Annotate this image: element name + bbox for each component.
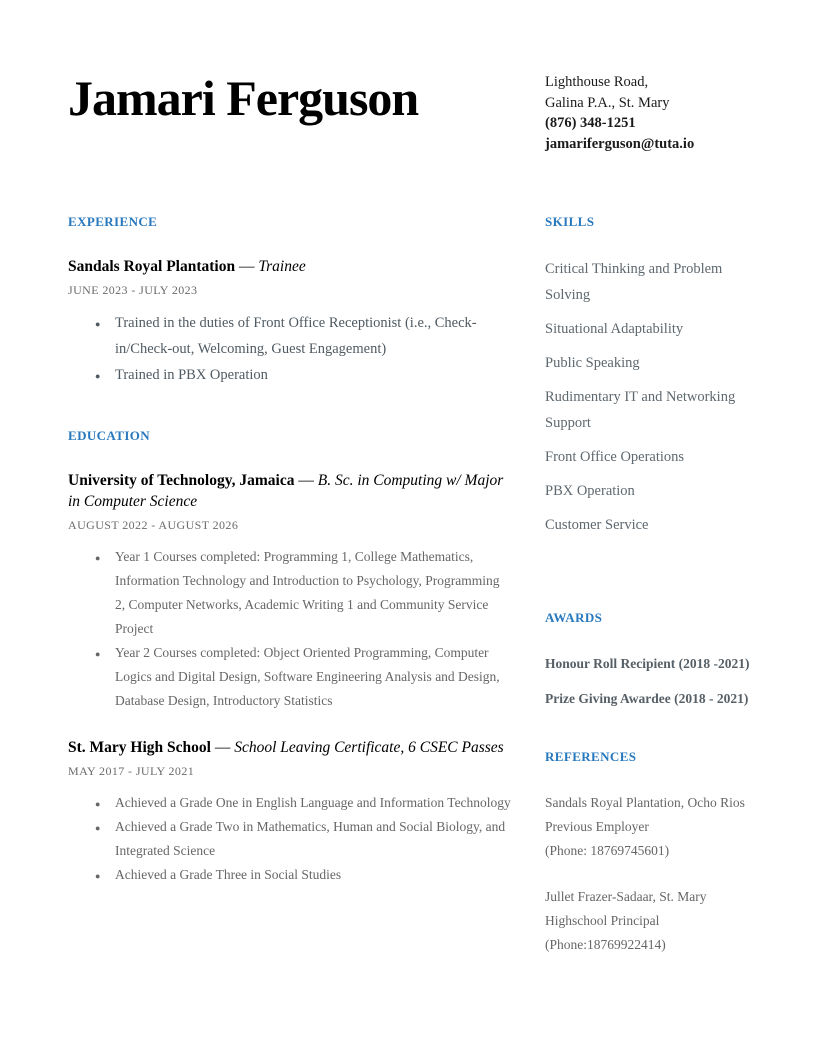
reference-relation: Previous Employer	[545, 819, 649, 835]
contact-block	[545, 72, 765, 154]
reference-relation: Highschool Principal	[545, 913, 660, 929]
experience-section-title: EXPERIENCE	[68, 214, 158, 230]
reference-phone: (Phone: 18769745601)	[545, 843, 670, 859]
education-bullet: ● Achieved a Grade Three in Social Studies	[95, 863, 512, 887]
education-entry-heading	[68, 737, 512, 758]
education-degree: B. Sc. in Computing w/ Major in Computer Science	[68, 472, 504, 511]
skill-item: Critical Thinking and Problem Solving	[545, 261, 723, 304]
heading-separator: —	[238, 258, 255, 276]
references-section-title: REFERENCES	[545, 749, 637, 765]
person-name: Jamari Ferguson	[68, 70, 419, 126]
right-column	[545, 214, 765, 979]
education-school: University of Technology, Jamaica	[68, 472, 295, 490]
reference-name: Sandals Royal Plantation, Ocho Rios	[545, 795, 745, 811]
education-bullet: ● Year 2 Courses completed: Object Oriented Programming, Computer Logics and Digital Design, Software Engineering Analysis and Design, Database Design, Introductory Statistics	[95, 641, 512, 713]
skills-section	[545, 214, 765, 538]
education-bullet: ● Achieved a Grade Two in Mathematics, Human and Social Biology, and Integrated Science	[95, 815, 512, 863]
references-section	[545, 749, 765, 957]
award-item: Honour Roll Recipient (2018 -2021)	[545, 656, 750, 672]
education-section-title: EDUCATION	[68, 428, 151, 444]
experience-bullet: ● Trained in the duties of Front Office Receptionist (i.e., Check-in/Check-out, Welcoming, Guest Engagement)	[95, 310, 512, 362]
education-dates: MAY 2017 - JULY 2021	[68, 764, 195, 779]
skill-item: Situational Adaptability	[545, 321, 684, 338]
education-section	[68, 428, 512, 887]
contact-email: jamariferguson@tuta.io	[545, 135, 695, 152]
heading-separator: —	[298, 472, 314, 490]
experience-company: Sandals Royal Plantation	[68, 258, 236, 276]
reference-name: Jullet Frazer-Sadaar, St. Mary	[545, 889, 707, 905]
education-entry-university	[68, 470, 512, 713]
experience-section	[68, 214, 512, 388]
awards-section	[545, 610, 765, 711]
skill-item: Front Office Operations	[545, 449, 685, 466]
heading-separator: —	[214, 739, 231, 757]
skills-section-title: SKILLS	[545, 214, 595, 230]
skill-item: Public Speaking	[545, 355, 640, 372]
awards-section-title: AWARDS	[545, 610, 603, 626]
experience-dates: JUNE 2023 - JULY 2023	[68, 283, 198, 298]
experience-entry-heading	[68, 256, 512, 277]
skill-item: PBX Operation	[545, 483, 635, 500]
education-bullet-list	[68, 791, 512, 887]
award-item: Prize Giving Awardee (2018 - 2021)	[545, 690, 749, 706]
contact-address-line1: Lighthouse Road,	[545, 74, 649, 90]
experience-bullet-list	[68, 310, 512, 388]
experience-entry	[68, 256, 512, 388]
education-entry-highschool	[68, 737, 512, 887]
experience-bullet: ● Trained in PBX Operation	[95, 362, 512, 388]
skill-item: Customer Service	[545, 517, 649, 534]
reference-item	[545, 791, 765, 863]
education-bullet: ● Year 1 Courses completed: Programming 1, College Mathematics, Information Technology and Introduction to Psychology, Programming 2, Computer Networks, Academic Writing 1 and Community Service Project	[95, 545, 512, 641]
education-bullet: ● Achieved a Grade One in English Language and Information Technology	[95, 791, 512, 815]
experience-role: Trainee	[258, 258, 306, 276]
skill-item: Rudimentary IT and Networking Support	[545, 389, 736, 432]
reference-item	[545, 885, 765, 957]
education-entry-heading	[68, 470, 512, 512]
education-dates: AUGUST 2022 - AUGUST 2026	[68, 518, 239, 533]
education-bullet-list	[68, 545, 512, 713]
resume-body	[68, 214, 765, 979]
left-column	[68, 214, 512, 979]
reference-phone: (Phone:18769922414)	[545, 937, 666, 953]
education-degree: School Leaving Certificate, 6 CSEC Passes	[234, 739, 504, 757]
contact-address-line2: Galina P.A., St. Mary	[545, 94, 670, 111]
resume-header	[68, 72, 765, 154]
contact-phone: (876) 348-1251	[545, 115, 636, 132]
education-school: St. Mary High School	[68, 739, 211, 757]
